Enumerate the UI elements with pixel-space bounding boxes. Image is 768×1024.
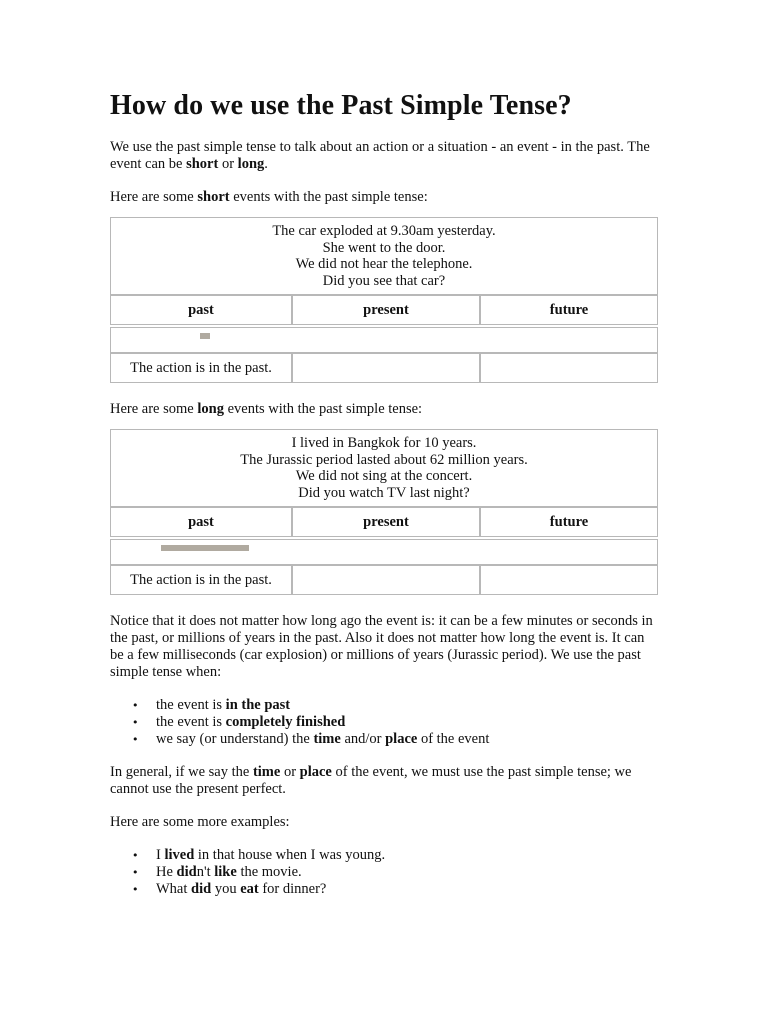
timeline-cell bbox=[110, 327, 658, 353]
long-examples-cell bbox=[110, 429, 658, 507]
header-present: present bbox=[292, 507, 480, 537]
short-events-table bbox=[110, 217, 658, 383]
example-sentence: The Jurassic period lasted about 62 million years. bbox=[240, 451, 528, 468]
notice-paragraph: Notice that it does not matter how long ago the event is: it can be a few minutes or seconds in the past, or millions of years in the past. Also it does not matter how long the event is. It can be a few milliseconds (car explosion) or millions of years (Jurassic period). We use the past simple tense when: bbox=[110, 613, 653, 680]
timeline-cell bbox=[110, 539, 658, 565]
action-caption: The action is in the past. bbox=[110, 565, 292, 595]
header-future: future bbox=[480, 295, 658, 325]
action-caption: The action is in the past. bbox=[110, 353, 292, 383]
example-sentence: Did you watch TV last night? bbox=[298, 484, 470, 501]
event-duration-bar-short bbox=[200, 333, 210, 339]
example-sentence: Did you see that car? bbox=[322, 272, 446, 289]
list-item: • I lived in that house when I was young. bbox=[156, 847, 660, 864]
list-item: • we say (or understand) the time and/or place of the event bbox=[156, 731, 660, 748]
empty-cell bbox=[480, 353, 658, 383]
general-paragraph: In general, if we say the time or place of the event, we must use the past simple tense; we cannot use the present perfect. bbox=[110, 764, 632, 797]
header-past: past bbox=[110, 295, 292, 325]
intro-paragraph: We use the past simple tense to talk about an action or a situation - an event - in the past. The event can be short or long. bbox=[110, 139, 650, 172]
page-title: How do we use the Past Simple Tense? bbox=[110, 90, 572, 121]
rules-list bbox=[110, 697, 660, 748]
examples-list bbox=[110, 847, 660, 898]
long-events-heading: Here are some long events with the past simple tense: bbox=[110, 401, 423, 417]
more-examples-heading: Here are some more examples: bbox=[110, 814, 290, 830]
short-examples-cell bbox=[110, 217, 658, 295]
short-events-heading: Here are some short events with the past simple tense: bbox=[110, 189, 428, 205]
event-duration-bar-long bbox=[161, 545, 249, 551]
list-item: • What did you eat for dinner? bbox=[156, 881, 660, 898]
empty-cell bbox=[292, 565, 480, 595]
example-sentence: She went to the door. bbox=[322, 239, 446, 256]
list-item: • the event is completely finished bbox=[156, 714, 660, 731]
document bbox=[110, 90, 660, 914]
example-sentence: We did not sing at the concert. bbox=[295, 468, 473, 484]
header-future: future bbox=[480, 507, 658, 537]
list-item: • He didn't like the movie. bbox=[156, 864, 660, 881]
long-events-table bbox=[110, 429, 658, 595]
example-sentence: We did not hear the telephone. bbox=[295, 256, 473, 272]
list-item: • the event is in the past bbox=[156, 697, 660, 714]
header-present: present bbox=[292, 295, 480, 325]
header-past: past bbox=[110, 507, 292, 537]
example-sentence: I lived in Bangkok for 10 years. bbox=[291, 435, 477, 451]
empty-cell bbox=[480, 565, 658, 595]
empty-cell bbox=[292, 353, 480, 383]
example-sentence: The car exploded at 9.30am yesterday. bbox=[272, 223, 496, 239]
